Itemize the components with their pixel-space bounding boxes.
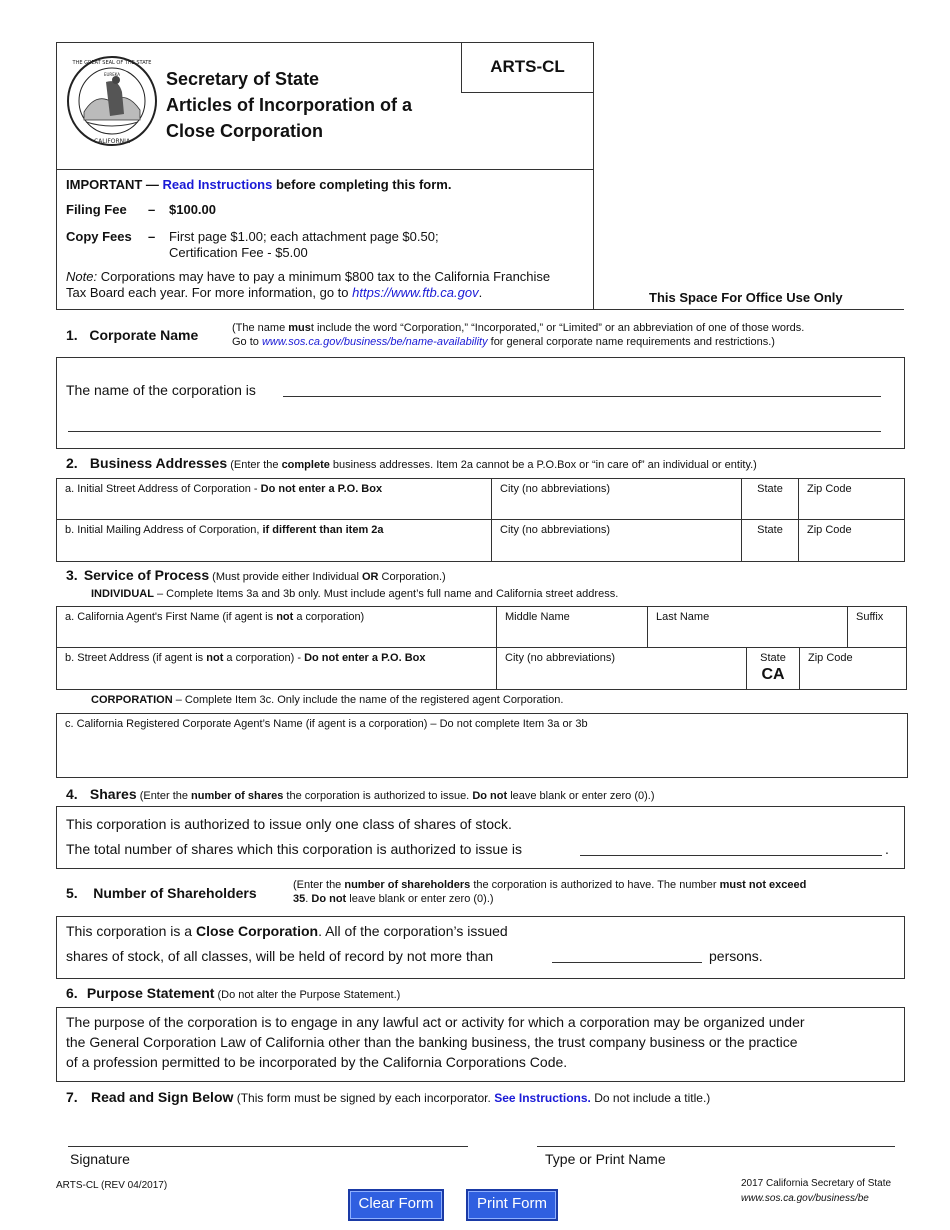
shareholders-line2: shares of stock, of all classes, will be held of record by not more than (66, 948, 494, 964)
field-2a-street[interactable]: a. Initial Street Address of Corporation - Do not enter a P.O. Box (56, 478, 492, 520)
footer-url: www.sos.ca.gov/business/be (741, 1193, 869, 1204)
signature-input-line[interactable] (68, 1146, 468, 1147)
field-3c-agent-corp[interactable]: c. California Registered Corporate Agent’s Name (if agent is a corporation) – Do not complete Item 3a or 3b (56, 713, 908, 778)
copyright: 2017 California Secretary of State (741, 1178, 892, 1189)
copy-fees-label: Copy Fees (66, 229, 132, 244)
shares-number-input[interactable] (580, 855, 882, 856)
svg-text:EUREKA: EUREKA (103, 72, 121, 77)
filing-fee-value: $100.00 (169, 202, 216, 217)
shareholders-line1: This corporation is a Close Corporation. All of the corporation’s issued (66, 923, 508, 939)
shareholders-line2-end: persons. (709, 948, 763, 964)
field-3a-last-name[interactable]: Last Name (647, 606, 848, 648)
field-2a-state[interactable]: State (741, 478, 799, 520)
purpose-line1: The purpose of the corporation is to engage in any lawful act or activity for which a corporation may be organized under (66, 1014, 805, 1030)
copy-fees-line1: First page $1.00; each attachment page $0.50; (169, 229, 439, 244)
form-title-line1: Articles of Incorporation of a (166, 95, 413, 115)
shares-line1: This corporation is authorized to issue only one class of shares of stock. (66, 816, 512, 832)
field-3b-state[interactable]: State CA (746, 647, 800, 690)
office-use-label: This Space For Office Use Only (649, 290, 843, 305)
california-seal-icon (66, 52, 158, 150)
field-2b-state[interactable]: State (741, 519, 799, 562)
svg-text:CALIFORNIA: CALIFORNIA (93, 138, 131, 145)
see-instructions-link[interactable]: See Instructions. (494, 1091, 591, 1105)
field-3a-first-name[interactable]: a. California Agent's First Name (if agent is not a corporation) (56, 606, 497, 648)
important-line: IMPORTANT — Read Instructions before completing this form. (66, 177, 452, 192)
section5-note: (Enter the number of shareholders the corporation is authorized to have. The number must not exceed 35. Do not leave blank or enter zero (0).) (293, 879, 807, 905)
read-instructions-link[interactable]: Read Instructions (162, 177, 273, 192)
field-3b-street[interactable]: b. Street Address (if agent is not a corporation) - Do not enter a P.O. Box (56, 647, 497, 690)
field-3b-city[interactable]: City (no abbreviations) (496, 647, 747, 690)
purpose-line3: of a profession permitted to be incorporated by the California Corporations Code. (66, 1054, 568, 1070)
note-line1: Note: Corporations may have to pay a minimum $800 tax to the California Franchise (66, 269, 551, 284)
corporate-name-input-line1[interactable] (283, 396, 881, 397)
copy-fees-dash: – (148, 229, 156, 244)
field-2b-zip[interactable]: Zip Code (798, 519, 905, 562)
corporate-name-box (56, 357, 905, 449)
section7-heading: 7. Read and Sign Below (This form must be signed by each incorporator. See Instructions. Do not include a title.) (66, 1089, 711, 1105)
shares-line2: The total number of shares which this corporation is authorized to issue is (66, 841, 523, 857)
corporation-instruction: CORPORATION – Complete Item 3c. Only include the name of the registered agent Corporation. (91, 694, 564, 706)
signature-label: Signature (70, 1151, 130, 1167)
ftb-link[interactable]: https://www.ftb.ca.gov (352, 285, 479, 300)
section4-heading: 4. Shares (Enter the number of shares the corporation is authorized to issue. Do not leave blank or enter zero (0).) (66, 786, 655, 802)
print-form-button[interactable]: Print Form (466, 1189, 558, 1221)
field-3b-zip[interactable]: Zip Code (799, 647, 907, 690)
name-availability-link[interactable]: www.sos.ca.gov/business/be/name-availability (261, 336, 488, 348)
section3-heading: 3. Service of Process (Must provide either Individual OR Corporation.) (66, 567, 446, 583)
section5-heading: 5. Number of Shareholders (66, 885, 257, 901)
print-name-label: Type or Print Name (545, 1151, 666, 1167)
svg-text:THE GREAT SEAL OF THE STATE: THE GREAT SEAL OF THE STATE (72, 60, 152, 66)
field-3a-suffix[interactable]: Suffix (847, 606, 907, 648)
clear-form-button[interactable]: Clear Form (348, 1189, 444, 1221)
section6-heading: 6. Purpose Statement (Do not alter the Purpose Statement.) (66, 985, 401, 1001)
print-name-input-line[interactable] (537, 1146, 895, 1147)
filing-fee-label: Filing Fee (66, 202, 127, 217)
form-revision: ARTS-CL (REV 04/2017) (56, 1180, 168, 1191)
form-title-line2: Close Corporation (166, 121, 324, 141)
field-2b-city[interactable]: City (no abbreviations) (491, 519, 742, 562)
field-2a-zip[interactable]: Zip Code (798, 478, 905, 520)
section1-heading: 1. Corporate Name (66, 327, 199, 343)
purpose-line2: the General Corporation Law of California other than the banking business, the trust company business or the practice (66, 1034, 798, 1050)
section1-note: (The name must include the word “Corporation,” “Incorporated,” or “Limited” or an abbreviation of one of those words. Go to www.sos.ca.gov/business/be/name-availability for general corporate name requirements and restrictions.) (232, 322, 805, 348)
office-use-rule (594, 309, 904, 310)
form-code: ARTS-CL (490, 57, 565, 76)
field-2a-city[interactable]: City (no abbreviations) (491, 478, 742, 520)
note-line2: Tax Board each year. For more information, go to https://www.ftb.ca.gov. (66, 285, 483, 300)
shareholders-number-input[interactable] (552, 962, 702, 963)
corporate-name-label: The name of the corporation is (66, 382, 256, 398)
shares-line2-end: . (885, 841, 889, 857)
office-title: Secretary of State (166, 69, 320, 89)
corporate-name-input-line2[interactable] (68, 431, 881, 432)
individual-instruction: INDIVIDUAL – Complete Items 3a and 3b only. Must include agent’s full name and California street address. (91, 588, 619, 600)
state-ca-value: CA (761, 666, 785, 683)
field-3a-middle-name[interactable]: Middle Name (496, 606, 648, 648)
filing-fee-dash: – (148, 202, 156, 217)
section2-heading: 2. Business Addresses (Enter the complete business addresses. Item 2a cannot be a P.O.Box or “in care of” an individual or entity.) (66, 455, 757, 471)
copy-fees-line2: Certification Fee - $5.00 (169, 245, 308, 260)
field-2b-mailing[interactable]: b. Initial Mailing Address of Corporation, if different than item 2a (56, 519, 492, 562)
